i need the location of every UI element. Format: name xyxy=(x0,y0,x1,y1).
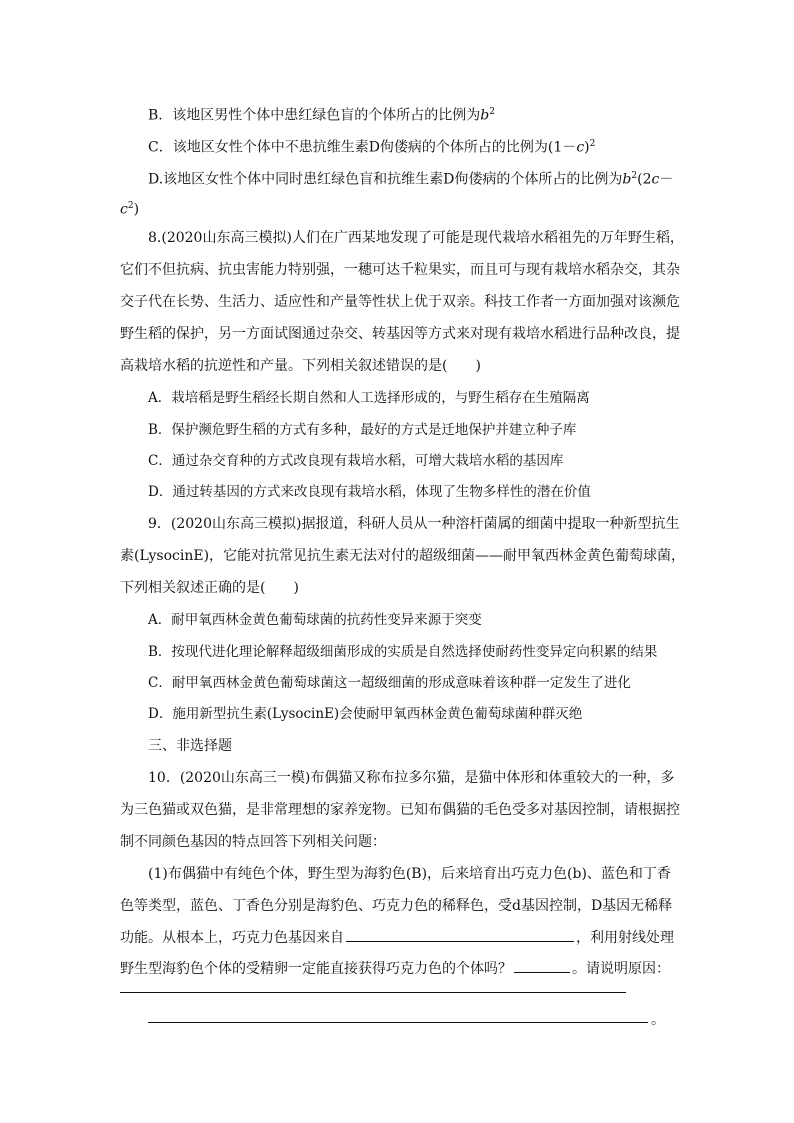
exp-2: 2 xyxy=(127,201,134,211)
section-title: 三、非选择题 xyxy=(148,738,232,754)
q8-option-a: A．栽培稻是野生稻经长期自然和人工选择形成的，与野生稻存在生殖隔离 xyxy=(148,390,590,406)
q8-option-c: C．通过杂交育种的方式改良现有栽培水稻，可增大栽培水稻的基因库 xyxy=(148,453,564,469)
var-c: c xyxy=(576,139,585,156)
q10-part1-line4-text: 野生型海豹色个体的受精卵一定能直接获得巧克力色的个体吗？ xyxy=(120,961,512,977)
answer-blank-2[interactable] xyxy=(514,958,570,973)
close-paren: ) xyxy=(133,201,140,218)
q9-option-a: A．耐甲氧西林金黄色葡萄球菌的抗药性变异来源于突变 xyxy=(148,612,482,628)
exp-2: 2 xyxy=(589,139,596,149)
q10-part1-line4-tail: 。请说明原因： xyxy=(572,961,670,977)
q8-stem-line3: 交子代在长势、生活力、适应性和产量等性状上优于双亲。科技工作者一方面加强对该濒危 xyxy=(120,294,680,310)
q10-part1-line3-tail: ，利用射线处理 xyxy=(576,930,674,946)
q10-part1-line3-text: 功能。从根本上，巧克力色基因来自 xyxy=(120,930,344,946)
q7-option-b xyxy=(148,102,495,126)
q10-part1-line3 xyxy=(120,927,674,948)
q8-option-d: D．通过转基因的方式来改良现有栽培水稻，体现了生物多样性的潜在价值 xyxy=(148,484,591,500)
answer-line-2[interactable] xyxy=(148,1022,648,1023)
var-b: b xyxy=(480,107,490,124)
q7-option-c-text: C．该地区女性个体中不患抗维生素D佝偻病的个体所占的比例为(1－ xyxy=(148,139,577,156)
answer-end-period: 。 xyxy=(651,1012,665,1028)
q9-option-d: D．施用新型抗生素(LysocinE)会使耐甲氧西林金黄色葡萄球菌种群灭绝 xyxy=(148,706,583,722)
q10-stem-line2: 为三色猫或双色猫，是非常理想的家养宠物。已知布偶猫的毛色受多对基因控制，请根据控 xyxy=(120,802,680,818)
q10-part1-line4 xyxy=(120,958,670,979)
exp-2: 2 xyxy=(631,171,638,181)
q9-stem-line2: 素(LysocinE)，它能对抗常见抗生素无法对付的超级细菌——耐甲氧西林金黄色葡萄球菌， xyxy=(120,548,686,564)
q9-stem-line3: 下列相关叙述正确的是( ) xyxy=(120,580,299,596)
q7-option-d-text: D.该地区女性个体中同时患红绿色盲和抗维生素D佝偻病的个体所占的比例为 xyxy=(148,171,623,188)
q8-stem-line5: 高栽培水稻的抗逆性和产量。下列相关叙述错误的是( ) xyxy=(120,358,481,374)
q7-option-c xyxy=(148,134,595,158)
q9-option-b: B．按现代进化理论解释超级细菌形成的实质是自然选择使耐药性变异定向积累的结果 xyxy=(148,644,658,660)
q8-option-b: B．保护濒危野生稻的方式有多种，最好的方式是迁地保护并建立种子库 xyxy=(148,422,577,438)
q10-part1-line1: (1)布偶猫中有纯色个体，野生型为海豹色(B)，后来培育出巧克力色(b)、蓝色和丁香 xyxy=(148,866,671,882)
q8-stem-line4: 野生稻的保护，另一方面试图通过杂交、转基因等方式来对现有栽培水稻进行品种改良，提 xyxy=(120,326,680,342)
var-c: c xyxy=(120,201,128,218)
close-paren: ) xyxy=(584,139,590,156)
q8-stem-line1: 8.(2020山东高三模拟)人们在广西某地发现了可能是现代栽培水稻祖先的万年野生稻， xyxy=(148,230,684,246)
q7-option-b-text: B．该地区男性个体中患红绿色盲的个体所占的比例为 xyxy=(148,107,481,124)
q10-part1-line2: 色等类型，蓝色、丁香色分别是海豹色、巧克力色的稀释色，受d基因控制，D基因无稀释 xyxy=(120,898,673,914)
var-b: b xyxy=(622,171,632,188)
q9-option-c: C．耐甲氧西林金黄色葡萄球菌这一超级细菌的形成意味着该种群一定发生了进化 xyxy=(148,675,631,691)
q10-stem-line3: 制不同颜色基因的特点回答下列相关问题： xyxy=(120,834,386,850)
dash: － xyxy=(659,171,674,188)
q7-option-d-line2 xyxy=(120,196,139,220)
q9-stem-line1: 9．(2020山东高三模拟)据报道，科研人员从一种溶杆菌属的细菌中提取一种新型抗生 xyxy=(148,516,680,532)
exp-2: 2 xyxy=(489,107,495,117)
q7-option-d xyxy=(148,166,673,190)
q10-stem-line1: 10．(2020山东高三一模)布偶猫又称布拉多尔猫，是猫中体形和体重较大的一种，多 xyxy=(148,770,675,786)
answer-blank-1[interactable] xyxy=(346,927,574,942)
q8-stem-line2: 它们不但抗病、抗虫害能力特别强，一穗可达千粒果实，而且可与现有栽培水稻杂交，其杂 xyxy=(120,262,680,278)
open-paren-2: (2 xyxy=(637,171,652,188)
answer-line-1[interactable] xyxy=(120,992,626,993)
var-c: c xyxy=(651,171,660,188)
